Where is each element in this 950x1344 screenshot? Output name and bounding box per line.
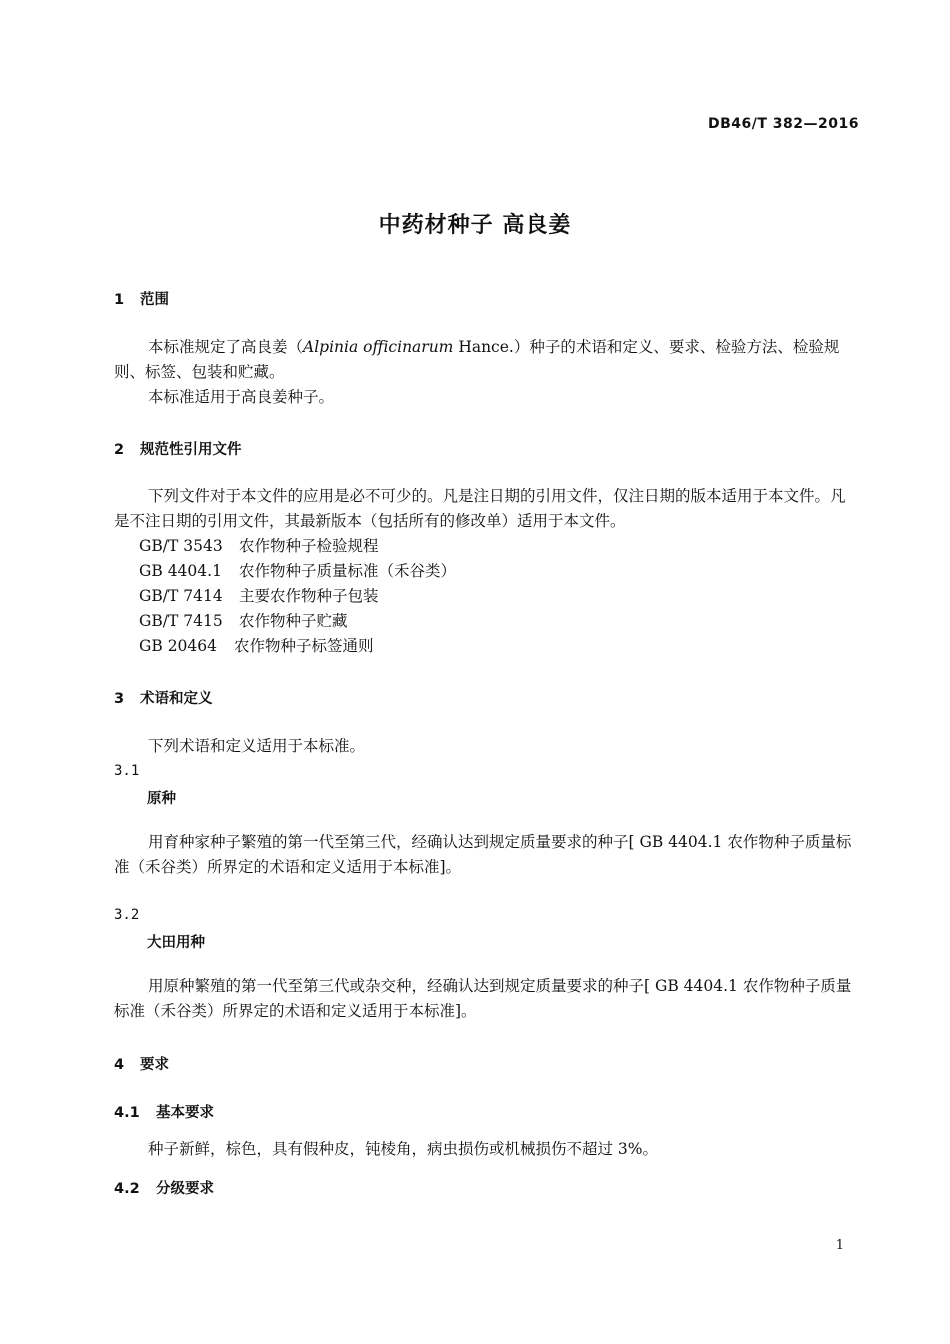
subsection-heading-grading-requirements bbox=[114, 1177, 214, 1198]
reference-item bbox=[139, 559, 456, 581]
reference-item bbox=[139, 634, 374, 656]
reference-code: GB 20464 bbox=[139, 637, 218, 655]
reference-title: 农作物种子标签通则 bbox=[234, 637, 374, 655]
term-definition: 用原种繁殖的第一代至第三代或杂交种，经确认达到规定质量要求的种子[ GB 4404.1 农作物种子质量标准（禾谷类）所界定的术语和定义适用于本标准]。 bbox=[114, 977, 852, 1020]
term-number: 3.1 bbox=[114, 763, 140, 779]
reference-item bbox=[139, 534, 379, 556]
term-name: 大田用种 bbox=[147, 935, 205, 951]
section-heading-requirements bbox=[114, 1053, 169, 1074]
section-title: 规范性引用文件 bbox=[140, 442, 242, 458]
section-number: 4 bbox=[114, 1057, 125, 1073]
subsection-title: 基本要求 bbox=[156, 1105, 214, 1121]
basic-requirements-text: 种子新鲜，棕色，具有假种皮，钝棱角，病虫损伤或机械损伤不超过 3%。 bbox=[148, 1140, 659, 1158]
subsection-number: 4.1 bbox=[114, 1105, 140, 1121]
term-name: 原种 bbox=[147, 791, 176, 807]
latin-name: Alpinia officinarum bbox=[303, 338, 454, 356]
terms-intro-paragraph: 下列术语和定义适用于本标准。 bbox=[148, 737, 366, 755]
term-number: 3.2 bbox=[114, 907, 140, 923]
reference-code: GB 4404.1 bbox=[139, 562, 222, 580]
section-heading-terms bbox=[114, 687, 213, 708]
section-number: 1 bbox=[114, 292, 125, 308]
reference-title: 主要农作物种子包装 bbox=[239, 587, 379, 605]
section-title: 要求 bbox=[140, 1057, 169, 1073]
reference-title: 农作物种子贮藏 bbox=[239, 612, 348, 630]
section-title: 术语和定义 bbox=[140, 691, 213, 707]
references-paragraph: 下列文件对于本文件的应用是必不可少的。凡是注日期的引用文件，仅注日期的版本适用于本文件。凡是不注日期的引用文件，其最新版本（包括所有的修改单）适用于本文件。 bbox=[114, 487, 846, 530]
standard-code: DB46/T 382—2016 bbox=[708, 116, 859, 132]
reference-title: 农作物种子检验规程 bbox=[239, 537, 379, 555]
section-number: 3 bbox=[114, 691, 125, 707]
scope-paragraph-2: 本标准适用于高良姜种子。 bbox=[148, 388, 335, 406]
section-title: 范围 bbox=[140, 292, 169, 308]
section-number: 2 bbox=[114, 442, 125, 458]
subsection-number: 4.2 bbox=[114, 1181, 140, 1197]
reference-code: GB/T 7415 bbox=[139, 612, 223, 630]
subsection-title: 分级要求 bbox=[156, 1181, 214, 1197]
term-definition: 用育种家种子繁殖的第一代至第三代，经确认达到规定质量要求的种子[ GB 4404.1 农作物种子质量标准（禾谷类）所界定的术语和定义适用于本标准]。 bbox=[114, 833, 852, 876]
page-number: 1 bbox=[835, 1238, 844, 1253]
reference-title: 农作物种子质量标准（禾谷类） bbox=[239, 562, 457, 580]
reference-item bbox=[139, 584, 379, 606]
section-heading-scope bbox=[114, 288, 169, 309]
reference-code: GB/T 7414 bbox=[139, 587, 223, 605]
reference-item bbox=[139, 609, 348, 631]
scope-paragraph-1: 本标准规定了高良姜（Alpinia officinarum Hance.）种子的术语和定义、要求、检验方法、检验规则、标签、包装和贮藏。 bbox=[114, 338, 840, 381]
section-heading-normative-references bbox=[114, 438, 242, 459]
subsection-heading-basic-requirements bbox=[114, 1101, 214, 1122]
reference-code: GB/T 3543 bbox=[139, 537, 223, 555]
document-title: 中药材种子 高良姜 bbox=[378, 213, 572, 238]
